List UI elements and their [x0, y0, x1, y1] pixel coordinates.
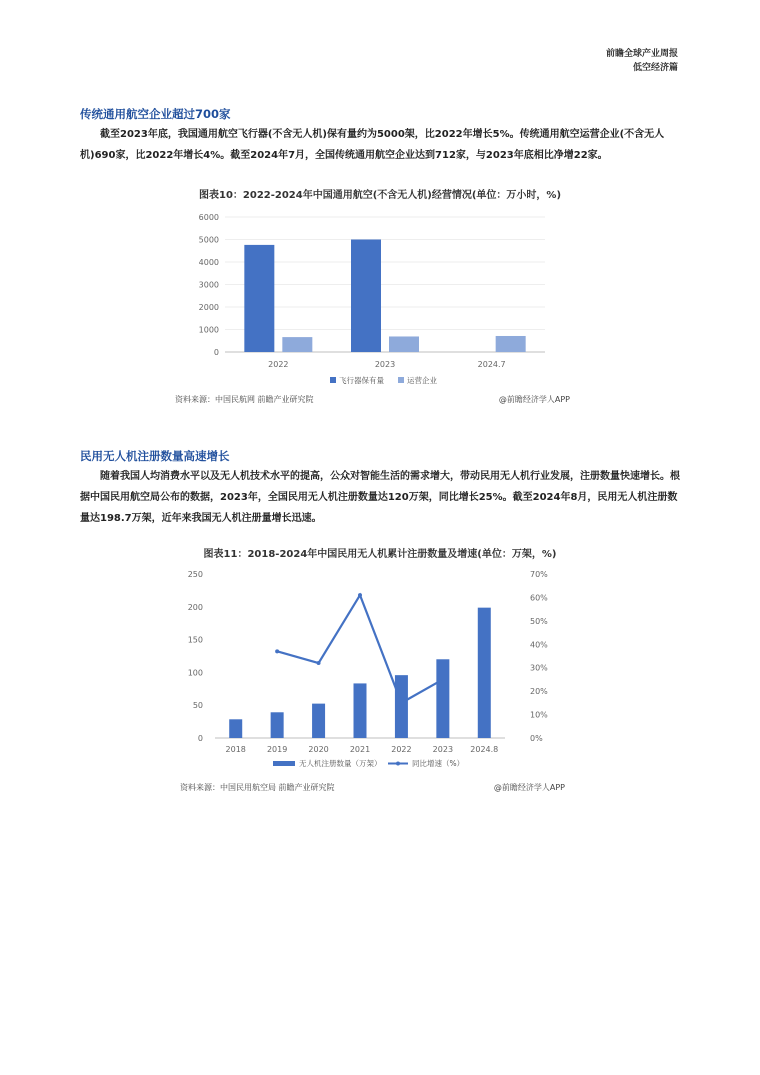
report-header	[606, 47, 678, 75]
y-left-tick-label: 250	[187, 570, 203, 579]
y-left-tick-label: 200	[187, 602, 203, 612]
x-tick-label: 2020	[308, 745, 329, 754]
paragraph-general-aviation: 截至2023年底，我国通用航空飞行器(不含无人机)保有量约为5000架，比2022年增长5%。传统通用航空运营企业(不含无人机)690家，比2022年增长4%。截至2024年7月，全国传统通用航空企业达到712家，与2023年底相比净增22家。	[80, 129, 665, 161]
bar-registrations	[395, 675, 408, 738]
x-tick-label: 2018	[225, 745, 246, 754]
bar-aircraft	[351, 240, 381, 353]
figure2-title: 图表11：2018-2024年中国民用无人机累计注册数量及增速(单位：万架，%)	[203, 549, 557, 560]
legend-swatch	[330, 377, 336, 383]
y-left-tick-label: 100	[187, 668, 203, 678]
report-topic-title: 低空经济篇	[632, 63, 678, 73]
y-tick-label: 6000	[198, 213, 219, 222]
figure1-source: 资料来源：中国民航网 前瞻产业研究院	[175, 395, 314, 404]
report-series-title: 前瞻全球产业周报	[605, 49, 678, 59]
bar-operators	[282, 337, 312, 352]
growth-point	[358, 593, 362, 597]
x-tick-label: 2021	[349, 745, 371, 754]
bar-registrations	[271, 712, 284, 738]
y-tick-label: 3000	[198, 280, 219, 290]
y-right-tick-label: 10%	[530, 710, 548, 720]
y-right-tick-label: 0%	[530, 734, 543, 743]
y-right-tick-label: 70%	[530, 570, 548, 579]
legend-swatch-bar	[273, 761, 295, 766]
y-tick-label: 2000	[198, 303, 219, 312]
x-tick-label: 2023	[432, 745, 454, 754]
x-tick-label: 2024.7	[477, 360, 506, 369]
growth-point	[399, 701, 403, 705]
bar-operators	[389, 336, 419, 352]
y-tick-label: 0	[213, 348, 219, 357]
y-right-tick-label: 50%	[530, 616, 548, 626]
paragraph-drone-registration: 随着我国人均消费水平以及无人机技术水平的提高，公众对智能生活的需求增大，带动民用无人机行业发展，注册数量快速增长。根据中国民用航空局公布的数据，2023年，全国民用无人机注册数量达120万架，同比增长25%。截至2024年8月，民用无人机注册数量达198.7万架，近年来我国无人机注册量增长迅速。	[80, 471, 680, 524]
y-left-tick-label: 50	[192, 701, 203, 711]
figure1-title: 图表10：2022-2024年中国通用航空(不含无人机)经营情况(单位：万小时，%)	[198, 190, 562, 201]
legend-label: 飞行器保有量	[339, 376, 384, 385]
y-left-tick-label: 0	[197, 734, 203, 743]
figure2-source: 资料来源：中国民用航空局 前瞻产业研究院	[180, 783, 335, 792]
section-title-drone-registration: 民用无人机注册数量高速增长	[80, 449, 230, 463]
y-tick-label: 1000	[198, 325, 219, 335]
growth-point	[275, 649, 279, 653]
figure1-brand: @前瞻经济学人APP	[498, 395, 570, 404]
y-right-tick-label: 20%	[530, 687, 548, 697]
growth-point	[441, 677, 445, 681]
figure2-brand: @前瞻经济学人APP	[493, 783, 565, 792]
bar-registrations	[478, 608, 491, 738]
chart-general-aviation	[175, 205, 575, 390]
bar-registrations	[229, 719, 242, 738]
bar-registrations	[354, 683, 367, 738]
legend-label: 无人机注册数量（万架）	[299, 759, 382, 768]
x-tick-label: 2022	[391, 745, 412, 754]
y-left-tick-label: 150	[187, 635, 203, 645]
y-tick-label: 4000	[198, 258, 219, 267]
y-tick-label: 5000	[198, 235, 219, 245]
bar-registrations	[436, 659, 449, 738]
section-title-general-aviation: 传统通用航空企业超过700家	[80, 107, 231, 121]
y-right-tick-label: 40%	[530, 640, 548, 650]
x-tick-label: 2019	[266, 745, 288, 754]
legend-swatch-point	[396, 762, 400, 766]
y-right-tick-label: 30%	[530, 663, 548, 673]
growth-point	[317, 661, 321, 665]
legend-label: 同比增速（%）	[412, 759, 465, 768]
x-tick-label: 2024.8	[470, 745, 499, 754]
x-tick-label: 2022	[268, 360, 289, 369]
chart-drone-registration	[175, 565, 575, 777]
x-tick-label: 2023	[374, 360, 396, 369]
legend-label: 运营企业	[407, 376, 437, 385]
bar-aircraft	[244, 245, 274, 352]
bar-registrations	[312, 704, 325, 738]
legend-swatch	[398, 377, 404, 383]
y-right-tick-label: 60%	[530, 593, 548, 603]
bar-operators	[496, 336, 526, 352]
